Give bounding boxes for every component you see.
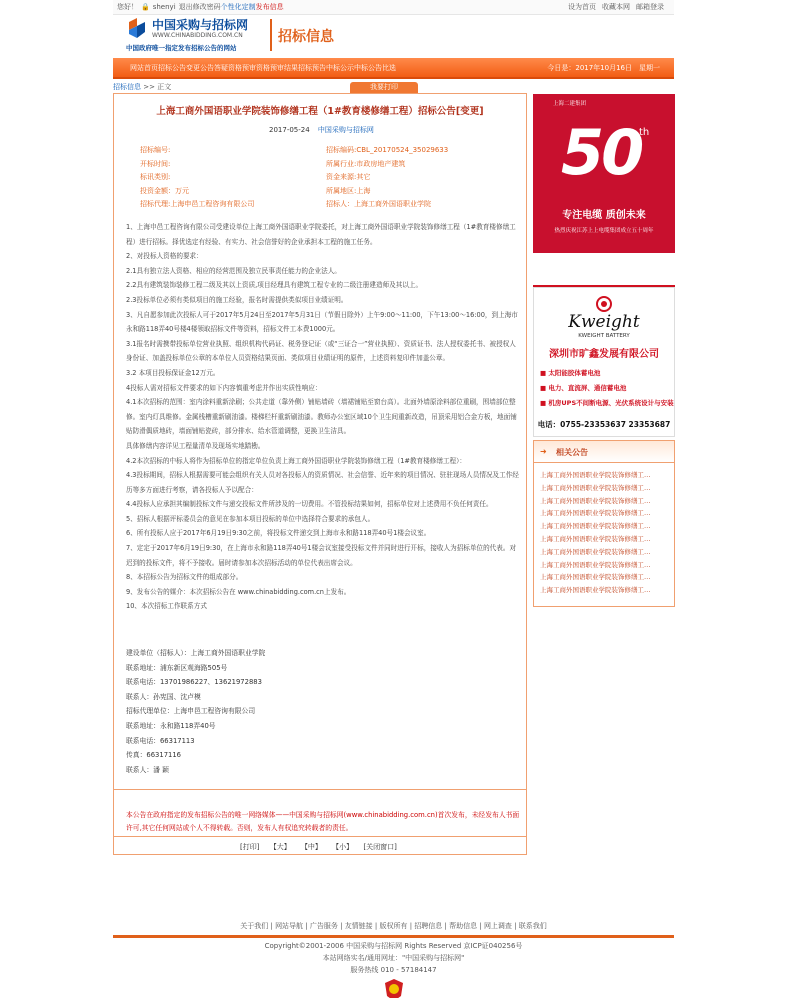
logout-link[interactable]: 退出 (178, 3, 193, 11)
ad-product-label: 机房UPS不间断电源、光伏系统设计与安装 (548, 399, 674, 407)
arrow-icon: ➜ (540, 447, 547, 456)
font-large-link[interactable]: 【大】 (269, 843, 291, 851)
ad-tag: KWEIGHT BATTERY (578, 333, 630, 339)
body-paragraph: 9、发布公告的媒介：本次招标公告在 www.chinabidding.com.cn上发布。 (126, 587, 351, 596)
change-password-link[interactable]: 修改密码 (192, 3, 221, 11)
set-homepage-link[interactable]: 设为首页 (568, 3, 596, 11)
article-body (126, 220, 522, 614)
ad-slogan: 专注电缆 质创未来 (562, 210, 646, 221)
close-window-link[interactable]: [关闭窗口] (363, 843, 397, 851)
article-date: 2017-05-24 (269, 126, 310, 134)
contact-line: 联系电话：66317113 (126, 736, 195, 745)
meta-left: 招标代理:上海申邑工程咨询有限公司 (140, 200, 255, 208)
nav-item[interactable]: 中标公告 (354, 64, 382, 72)
related-item[interactable]: 上海工商外国语职业学院装饰修缮工… (540, 522, 651, 531)
body-paragraph: 3.2 本项目投标保证金12万元。 (126, 368, 220, 377)
nav-item[interactable]: 答疑 (214, 64, 228, 72)
body-paragraph: 3.1报名时需携带投标单位营业执照、组织机构代码证、税务登记证（或“三证合一”营业执照）、资质证书、法人授权委托书、被授权人身份证、加盖投标单位公章的本单位人员资格结果页面、类似项目业绩证明的原件，上述资料复印件加盖公章。 (126, 339, 516, 363)
meta-left: 投资金额：万元 (140, 186, 189, 195)
bullet-icon: ■ (540, 399, 549, 407)
body-paragraph: 4.2本次招标的中标人将作为招标单位的指定单位负责上海工商外国语职业学院装饰修缮工程（1#教育楼修缮工程）： (126, 456, 466, 465)
nav-item[interactable]: 招标公告 (158, 64, 186, 72)
footer-link[interactable]: 网上调查 (483, 922, 512, 930)
meta-row (140, 171, 510, 185)
font-medium-link[interactable]: 【中】 (300, 843, 322, 851)
footer-link[interactable]: 友情链接 (344, 922, 373, 930)
contact-line: 建设单位（招标人）：上海工商外国语职业学院 (126, 649, 266, 657)
contact-line: 联系地址：永和路118弄40号 (126, 721, 216, 730)
body-paragraph: 5、招标人根据评标委员会的意见在参加本项目投标的单位中选择符合要求的承包人。 (126, 514, 375, 523)
related-notices (533, 440, 675, 607)
meta-left: 招标编号: (140, 146, 171, 154)
ad-product (540, 366, 674, 381)
print-link[interactable]: [打印] (240, 843, 260, 851)
article-meta (140, 144, 510, 212)
breadcrumb-separator: >> (143, 83, 155, 91)
nav-item[interactable]: 资格预审结果 (256, 64, 298, 72)
article-title: 上海工商外国语职业学院装饰修缮工程（1#教育楼修缮工程）招标公告[变更] (156, 106, 484, 117)
breadcrumb (113, 82, 171, 92)
font-small-link[interactable]: 【小】 (332, 843, 354, 851)
nav-item[interactable]: 招标预告 (298, 64, 326, 72)
bullet-icon: ■ (540, 369, 549, 377)
logo-mark-icon (125, 18, 149, 40)
footer-realname: 本站网络实名/通用网址："中国采购与招标网" (322, 954, 465, 962)
footer-sep: | (268, 922, 276, 930)
ad-product (540, 396, 674, 411)
greeting: 您好！ (117, 3, 138, 11)
related-item[interactable]: 上海工商外国语职业学院装饰修缮工… (540, 547, 651, 556)
body-paragraph: 2.1具有独立法人资格、相应的经营范围及独立民事责任能力的企业法人。 (126, 266, 341, 275)
footer-hotline: 服务热线 010 - 57184147 (350, 966, 437, 974)
body-paragraph: 2.3投标单位必须有类似项目的施工经验，报名时需提供类似项目业绩证明。 (126, 295, 348, 304)
body-paragraph: 3、凡自愿参加此次投标人可于2017年5月24日至2017年5月31日（节假日除外）上午9:00～11:00，下午13:00～16:00，到上海市永和路118弄40号楼4楼领取招标文件等资料，招标文件工本费1000元。 (126, 310, 518, 334)
ad-product-label: 电力、直流屏、通信蓄电池 (548, 384, 627, 392)
body-paragraph: 2.2具有建筑装饰装修工程二级及其以上资质,项目经理具有建筑工程专业的二级注册建造师及其以上。 (126, 281, 423, 290)
footer-sep: | (442, 922, 450, 930)
footer-sep: | (337, 922, 345, 930)
body-paragraph: 8、本招标公告为招标文件的组成部分。 (126, 573, 243, 582)
footer-sep: | (477, 922, 484, 930)
custom-link[interactable]: 个性化定制 (220, 3, 256, 11)
body-paragraph: 4.1本次招标的范围：室内涂料重新涂刷；公共走道（靠外侧）铺贴墙砖（墙裙铺贴至窗台高）。北面外墙原涂料部位重刷，围墙部位整修。室内灯具维修。金属栈槽重新刷油漆。楼梯栏杆重新刷油漆。教师办公室区域10个卫生间重新改造，吊顶采用铝合金方板，地面铺贴防滑偶质地砖，墙面铺贴瓷砖，部分排水、给水管道调整，更换卫生洁具。 (126, 398, 517, 436)
main-nav (113, 58, 674, 79)
print-tab-button[interactable]: 我要打印 (350, 82, 418, 93)
ad-brand: Kweight (568, 312, 640, 332)
article-actions (240, 842, 397, 852)
meta-left: 开标时间: (140, 159, 171, 168)
publish-link[interactable]: 发布信息 (255, 3, 284, 11)
footer-sep: | (303, 922, 310, 930)
body-paragraph: 7、定定于2017年6月19日9:30，在上海市永和路118弄40号1楼会议室接受投标文件并同时进行开标，接收人为招标单位的代表。对迟到的投标文件，将不予接收。届时请参加本次招标活动的单位代表出席会议。 (126, 544, 517, 567)
body-paragraph: 1、上海申邑工程咨询有限公司受建设单位上海工商外国语职业学院委托，对上海工商外国语职业学院装饰修缮工程（1#教育楼修缮工程）进行招标。择优选定有经验、有实力、社会信誉好的企业承担本工程的施工任务。 (126, 223, 516, 246)
top-bar (113, 0, 674, 15)
favorite-link[interactable]: 收藏本网 (602, 3, 630, 11)
contact-line: 联系地址：浦东新区观海路505号 (126, 663, 228, 672)
body-paragraph: 6、所有投标人应于2017年6月19日9:30之前，将投标文件递交到上海市永和路118弄40号1楼会议室。 (126, 529, 431, 538)
nav-item[interactable]: 资格预审 (228, 64, 256, 72)
body-paragraph: 4.3投标期间，招标人根据需要可能会组织有关人员对各投标人的资质情况、社会信誉、近年来的项目情况、驻驻现场人员情况及工作经历等多方面进行考察，请各投标人予以配合： (126, 471, 519, 494)
footer-link[interactable]: 广告服务 (309, 922, 338, 930)
battery-ad[interactable] (533, 287, 675, 437)
related-item[interactable]: 上海工商外国语职业学院装饰修缮工… (540, 483, 651, 492)
meta-row (140, 144, 510, 158)
notice-line-top (114, 789, 526, 790)
ad-number: 50 (561, 116, 642, 189)
logo-name: 中国采购与招标网 (152, 18, 249, 32)
related-item[interactable]: 上海工商外国语职业学院装饰修缮工… (540, 509, 651, 518)
anniversary-ad[interactable] (533, 94, 675, 253)
section-title: 招标信息 (278, 29, 334, 45)
footer-link[interactable]: 联系我们 (518, 922, 547, 930)
meta-right: 招标编码:CBL_20170524_35029633 (326, 146, 449, 154)
meta-row (140, 185, 510, 199)
breadcrumb-root[interactable]: 招标信息 (113, 83, 141, 91)
ad-subtext: 热烈庆祝江苏上上电缆集团成立五十周年 (554, 228, 654, 234)
body-paragraph: 4投标人需对招标文件要求的如下内容慎重考虑并作出实质性响应： (126, 383, 322, 392)
ad-product (540, 381, 674, 396)
related-item[interactable]: 上海工商外国语职业学院装饰修缮工… (540, 573, 651, 582)
breadcrumb-current: 正文 (157, 83, 172, 91)
ad-number-suffix: th (639, 127, 650, 138)
meta-row (140, 198, 510, 212)
today-date: 今日是：2017年10月16日 星期一 (547, 64, 660, 72)
meta-right: 招标人：上海工商外国语职业学院 (326, 200, 431, 208)
footer-copyright: Copyright©2001-2006 中国采购与招标网 Rights Reserved 京ICP证040256号 (264, 942, 523, 950)
related-item[interactable]: 上海工商外国语职业学院装饰修缮工… (540, 534, 651, 543)
site-logo[interactable] (123, 16, 273, 54)
contact-line: 联系人：潘 颖 (126, 765, 169, 774)
police-badge-icon (383, 978, 405, 998)
body-paragraph: 10、本次招标工作联系方式 (126, 602, 207, 611)
body-paragraph: 具体修缮内容详见工程量清单及现场实地踏勘。 (126, 441, 265, 450)
contact-line: 联系电话：13701986227、13621972883 (126, 678, 262, 687)
article-source[interactable]: 中国采购与招标网 (317, 126, 374, 134)
nav-item[interactable]: 变更公告 (186, 64, 214, 72)
flame-logo-icon (594, 296, 614, 312)
meta-right: 所属地区:上海 (326, 186, 371, 195)
related-item[interactable]: 上海工商外国语职业学院装饰修缮工… (540, 560, 651, 569)
body-paragraph: 4.4投标人应承担其编制投标文件与递交投标文件所涉及的一切费用。不管投标结果如何，招标单位对上述费用不负任何责任。 (126, 500, 493, 509)
footer-link[interactable]: 招聘信息 (414, 922, 443, 930)
logo-slogan: 中国政府唯一指定发布招标公告的网站 (126, 44, 237, 52)
footer-sep: | (407, 922, 415, 930)
lock-icon: 🔒 (141, 3, 150, 11)
footer-sep: | (511, 922, 519, 930)
related-item[interactable]: 上海工商外国语职业学院装饰修缮工… (540, 496, 651, 505)
footer-sep: | (372, 922, 380, 930)
bullet-icon: ■ (540, 384, 549, 392)
contact-line: 联系人：孙宪国、沈卢模 (126, 692, 201, 701)
meta-right: 资金来源:其它 (326, 173, 371, 181)
nav-item[interactable]: 比选 (382, 64, 396, 72)
ad-company: 深圳市旷鑫发展有限公司 (549, 349, 659, 360)
body-paragraph: 2、对投标人资格的要求： (126, 252, 203, 261)
related-item[interactable]: 上海工商外国语职业学院装饰修缮工… (540, 586, 651, 595)
ad-badge: 上海二建集团 (553, 101, 587, 107)
footer-link[interactable]: 关于我们 (240, 922, 269, 930)
username: shenyi (152, 3, 176, 11)
header-divider (270, 19, 272, 51)
footer-link[interactable]: 帮助信息 (449, 922, 478, 930)
related-title: 相关公告 (556, 448, 588, 457)
ad-phone: 电话：0755-23353637 23353687 (537, 420, 671, 429)
ad-product-label: 太阳能胶体蓄电池 (548, 369, 601, 377)
copyright-notice: 本公告在政府指定的发布招标公告的唯一网络媒体——中国采购与招标网(www.chinabidding.com.cn)首次发布，未经发布人书面许可,其它任何网站或个人不得转载。否则，发布人有权追究转载者的责任。 (126, 811, 520, 832)
contact-line: 传真：66317116 (126, 751, 181, 760)
meta-row (140, 158, 510, 172)
nav-item[interactable]: 中标公示 (326, 64, 354, 72)
contact-block (126, 646, 265, 777)
article-panel (113, 93, 527, 855)
nav-item[interactable]: 网站首页 (130, 64, 158, 72)
related-item[interactable]: 上海工商外国语职业学院装饰修缮工… (540, 471, 651, 479)
meta-right: 所属行业:市政房地产建筑 (326, 159, 406, 168)
footer-link[interactable]: 网站导航 (275, 922, 304, 930)
footer (113, 921, 674, 998)
meta-left: 标讯类别: (140, 173, 171, 181)
mailbox-link[interactable]: 邮箱登录 (636, 3, 664, 11)
contact-line: 招标代理单位：上海申邑工程咨询有限公司 (126, 707, 256, 716)
notice-line-bottom (114, 836, 526, 837)
logo-url: WWW.CHINABIDDING.COM.CN (152, 32, 243, 39)
footer-link[interactable]: 版权所有 (379, 922, 408, 930)
